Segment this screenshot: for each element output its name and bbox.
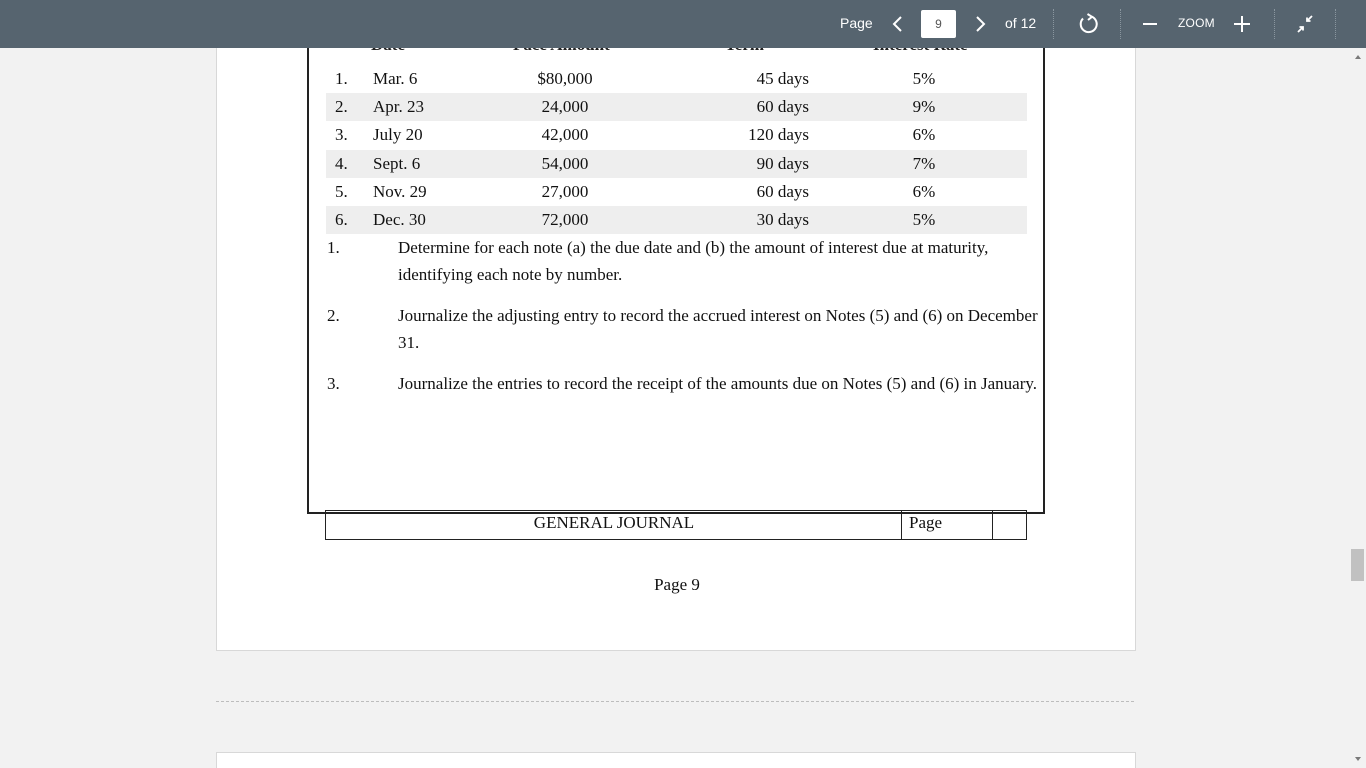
row-face-amount: 42,000 xyxy=(541,125,589,145)
row-term: 30 days xyxy=(756,209,809,229)
table-row xyxy=(326,206,1027,234)
toolbar-divider xyxy=(1274,9,1275,39)
scrollbar-thumb[interactable] xyxy=(1351,549,1364,581)
row-number: 5. xyxy=(335,181,348,201)
plus-icon[interactable] xyxy=(1229,10,1255,38)
toolbar-divider xyxy=(1120,9,1121,39)
row-date: Mar. 6 xyxy=(373,69,418,88)
row-term: 90 days xyxy=(756,153,809,173)
row-rate: 6% xyxy=(912,125,936,145)
rotate-icon[interactable] xyxy=(1074,10,1102,38)
toolbar-divider xyxy=(1335,9,1336,39)
notes-table xyxy=(326,65,1027,234)
page-footer: Page 9 xyxy=(654,575,700,594)
row-number: 4. xyxy=(335,153,348,173)
row-rate: 5% xyxy=(912,209,936,229)
question-text: Determine for each note (a) the due date and (b) the amount of interest due at maturity, identifying each note by number. xyxy=(398,238,989,284)
chevron-right-icon[interactable] xyxy=(968,10,992,38)
row-term: 60 days xyxy=(756,97,809,117)
journal-title: GENERAL JOURNAL xyxy=(533,513,695,532)
row-number: 1. xyxy=(335,69,348,88)
row-term: 45 days xyxy=(756,69,809,88)
page-separator xyxy=(216,701,1134,702)
question-text: Journalize the entries to record the receipt of the amounts due on Notes (5) and (6) in January. xyxy=(398,374,1038,393)
question-number: 1. xyxy=(327,238,340,257)
table-row xyxy=(326,150,1027,178)
page-number-input[interactable] xyxy=(921,10,956,38)
scroll-down-arrow-icon[interactable] xyxy=(1352,752,1364,764)
row-term: 120 days xyxy=(748,125,809,145)
next-pdf-page xyxy=(216,752,1136,768)
row-face-amount: 24,000 xyxy=(541,97,589,117)
pdf-page xyxy=(216,0,1136,651)
minus-icon[interactable] xyxy=(1138,10,1162,38)
row-face-amount: 27,000 xyxy=(541,181,589,201)
row-rate: 6% xyxy=(912,181,936,201)
row-face-amount: 54,000 xyxy=(541,153,589,173)
zoom-label: ZOOM xyxy=(1178,16,1215,30)
chevron-left-icon[interactable] xyxy=(886,10,910,38)
row-date: Nov. 29 xyxy=(373,181,427,201)
page-count-label: of 12 xyxy=(1005,15,1037,31)
general-journal-header xyxy=(325,510,1027,540)
question-text: Journalize the adjusting entry to record the accrued interest on Notes (5) and (6) on December 31. xyxy=(398,306,1038,352)
table-row xyxy=(326,178,1027,206)
row-face-amount: $80,000 xyxy=(537,69,593,88)
row-rate: 7% xyxy=(912,153,936,173)
page-label: Page xyxy=(840,15,873,31)
row-rate: 9% xyxy=(912,97,936,117)
question-number: 3. xyxy=(327,374,340,393)
table-row xyxy=(326,65,1027,93)
journal-divider xyxy=(992,511,993,539)
row-date: Apr. 23 xyxy=(373,97,424,117)
row-number: 2. xyxy=(335,97,348,117)
table-row xyxy=(326,93,1027,121)
table-row xyxy=(326,121,1027,149)
scroll-up-arrow-icon[interactable] xyxy=(1352,50,1364,62)
row-number: 3. xyxy=(335,125,348,145)
toolbar-divider xyxy=(1053,9,1054,39)
collapse-icon[interactable] xyxy=(1292,10,1318,38)
row-date: July 20 xyxy=(373,125,423,145)
row-face-amount: 72,000 xyxy=(541,209,589,229)
pdf-toolbar xyxy=(0,0,1366,48)
journal-page-label: Page xyxy=(909,513,943,532)
question-number: 2. xyxy=(327,306,340,325)
row-rate: 5% xyxy=(912,69,936,88)
row-term: 60 days xyxy=(756,181,809,201)
row-date: Dec. 30 xyxy=(373,209,426,229)
row-date: Sept. 6 xyxy=(373,153,421,173)
row-number: 6. xyxy=(335,209,348,229)
journal-divider xyxy=(901,511,902,539)
